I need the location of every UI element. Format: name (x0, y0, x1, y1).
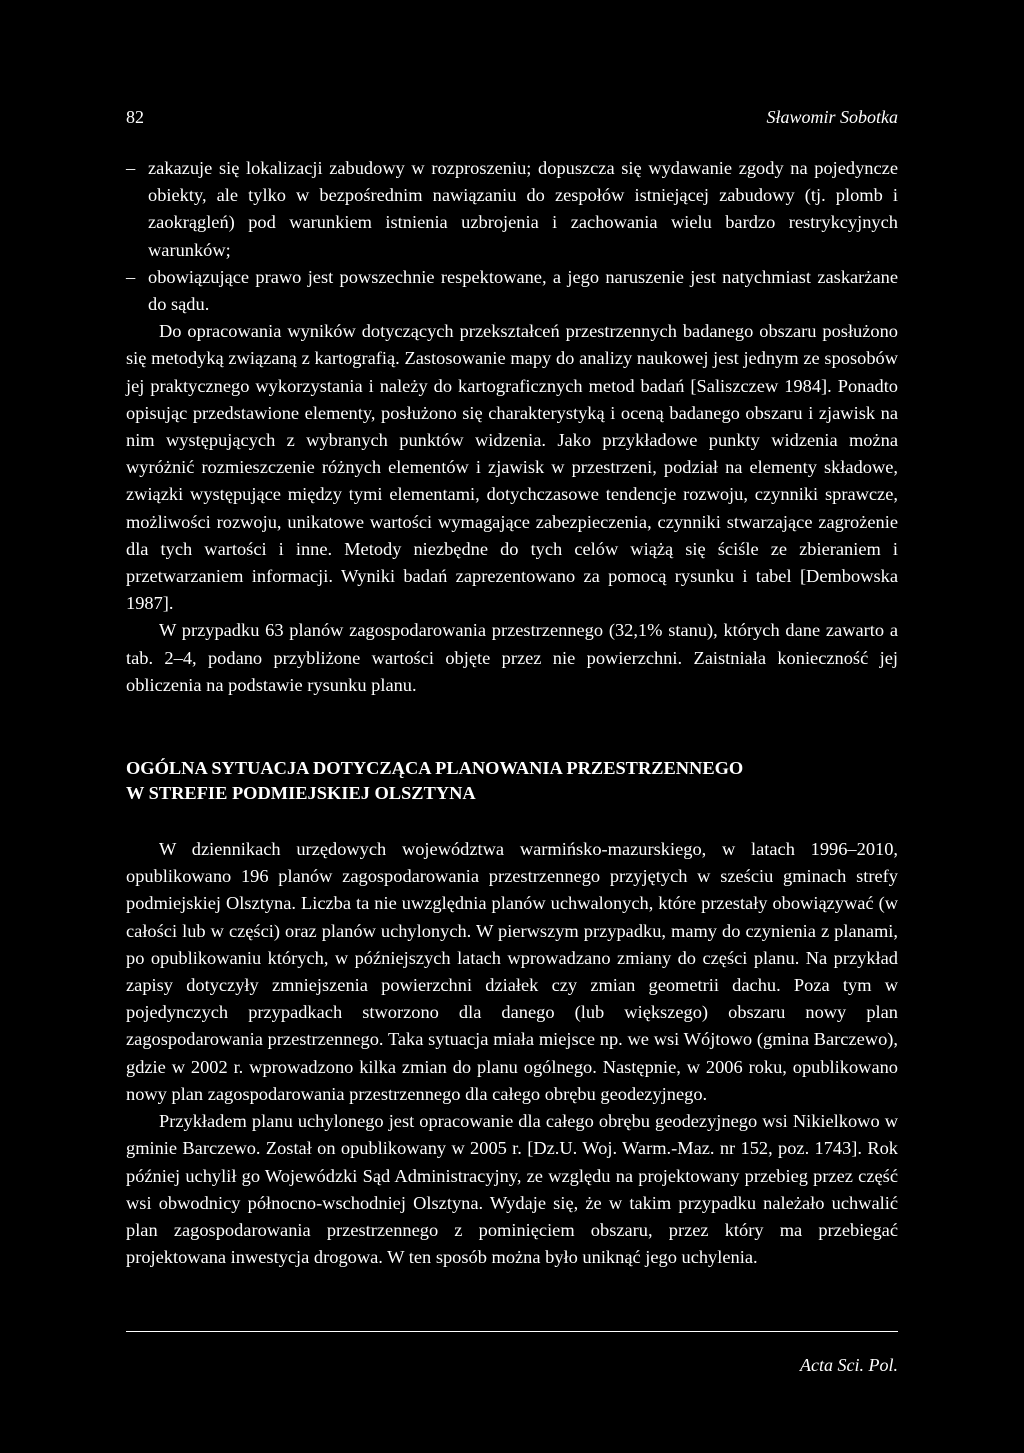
running-head (126, 104, 898, 128)
section-heading-line: W STREFIE PODMIEJSKIEJ OLSZTYNA (126, 783, 476, 804)
document-page (126, 0, 898, 1453)
journal-name: Acta Sci. Pol. (800, 1355, 898, 1375)
paragraph: W przypadku 63 planów zagospodarowania przestrzennego (32,1% stanu), których dane zawarto a tab. 2–4, podano przybliżone wartości objęte przez nie powierzchni. Zaistniała konieczność jej obliczenia na podstawie rysunku planu. (126, 620, 898, 695)
list-item-text: obowiązujące prawo jest powszechnie respektowane, a jego naruszenie jest natychmiast zaskarżane do sądu. (148, 266, 898, 315)
list-item (126, 264, 898, 318)
paragraph: Do opracowania wyników dotyczących przekształceń przestrzennych badanego obszaru posłużono się metodyką związaną z kartografią. Zastosowanie mapy do analizy naukowej jest jednym ze sposobów jej praktycznego wykorzystania i należy do kartograficznych metod badań [Saliszczew 1984]. Ponadto opisując przedstawione elementy, posłużono się charakterystyką i oceną badanego obszaru i zjawisk na nim występujących z wybranych punktów widzenia. Jako przykładowe punkty widzenia można wyróżnić rozmieszczenie różnych elementów i zjawisk w przestrzeni, podział na elementy składowe, związki występujące między tymi elementami, dotychczasowe tendencje rozwoju, czynniki sprawcze, możliwości rozwoju, unikatowe wartości wymagające zabezpieczenia, czynniki stwarzające zagrożenie dla tych wartości i inne. Metody niezbędne do tych celów wiążą się ściśle ze zbieraniem i przetwarzaniem informacji. Wyniki badań zaprezentowano za pomocą rysunku i tabel [Dembowska 1987]. (126, 321, 898, 614)
paragraph: W dziennikach urzędowych województwa warmińsko-mazurskiego, w latach 1996–2010, opublikowano 196 planów zagospodarowania przestrzennego przyjętych w sześciu gminach strefy podmiejskiej Olsztyna. Liczba ta nie uwzględnia planów uchwalonych, które przestały obowiązywać (w całości lub w części) oraz planów uchylonych. W pierwszym przypadku, mamy do czynienia z planami, po opublikowaniu których, w późniejszych latach wprowadzano zmiany do części planu. Na przykład zapisy dotyczyły zmniejszenia powierzchni działek czy zmian geometrii dachu. Poza tym w pojedynczych przypadkach stworzono dla danego (lub większego) obszaru nowy plan zagospodarowania przestrzennego. Taka sytuacja miała miejsce np. we wsi Wójtowo (gmina Barczewo), gdzie w 2002 r. wprowadzono kilka zmian do planu ogólnego. Następnie, w 2006 roku, opublikowano nowy plan zagospodarowania przestrzennego dla całego obrębu geodezyjnego. (126, 839, 898, 1104)
list-dash: – (126, 158, 136, 178)
body-text (126, 155, 898, 1271)
running-head-author: Sławomir Sobotka (766, 107, 898, 127)
paragraph: Przykładem planu uchylonego jest opracowanie dla całego obrębu geodezyjnego wsi Nikielkowo w gminie Barczewo. Został on opublikowany w 2005 r. [Dz.U. Woj. Warm.-Maz. nr 152, poz. 1743]. Rok później uchylił go Wojewódzki Sąd Administracyjny, ze względu na projektowany przebieg przez część wsi obwodnicy północno-wschodniej Olsztyna. Wydaje się, że w takim przypadku należało uchwalić plan zagospodarowania przestrzennego z pominięciem obszaru, przez który ma przebiegać projektowana inwestycja drogowa. W ten sposób można było uniknąć jego uchylenia. (126, 1111, 898, 1268)
section-body (126, 836, 898, 1271)
list-dash: – (126, 266, 136, 287)
section-heading (126, 756, 898, 806)
list-item (126, 155, 898, 264)
list-item-text: zakazuje się lokalizacji zabudowy w rozproszeniu; dopuszcza się wydawanie zgody na pojedyncze obiekty, ale tylko w bezpośrednim nawiązaniu do zespołów istniejącej zabudowy (tj. plomb i zaokrągleń) pod warunkiem istnienia uzbrojenia i zachowania wielu bardzo restrykcyjnych warunków; (148, 158, 898, 260)
section-heading-line: OGÓLNA SYTUACJA DOTYCZĄCA PLANOWANIA PRZESTRZENNEGO (126, 758, 744, 779)
footer-rule (126, 1331, 898, 1332)
page-number: 82 (126, 107, 144, 127)
